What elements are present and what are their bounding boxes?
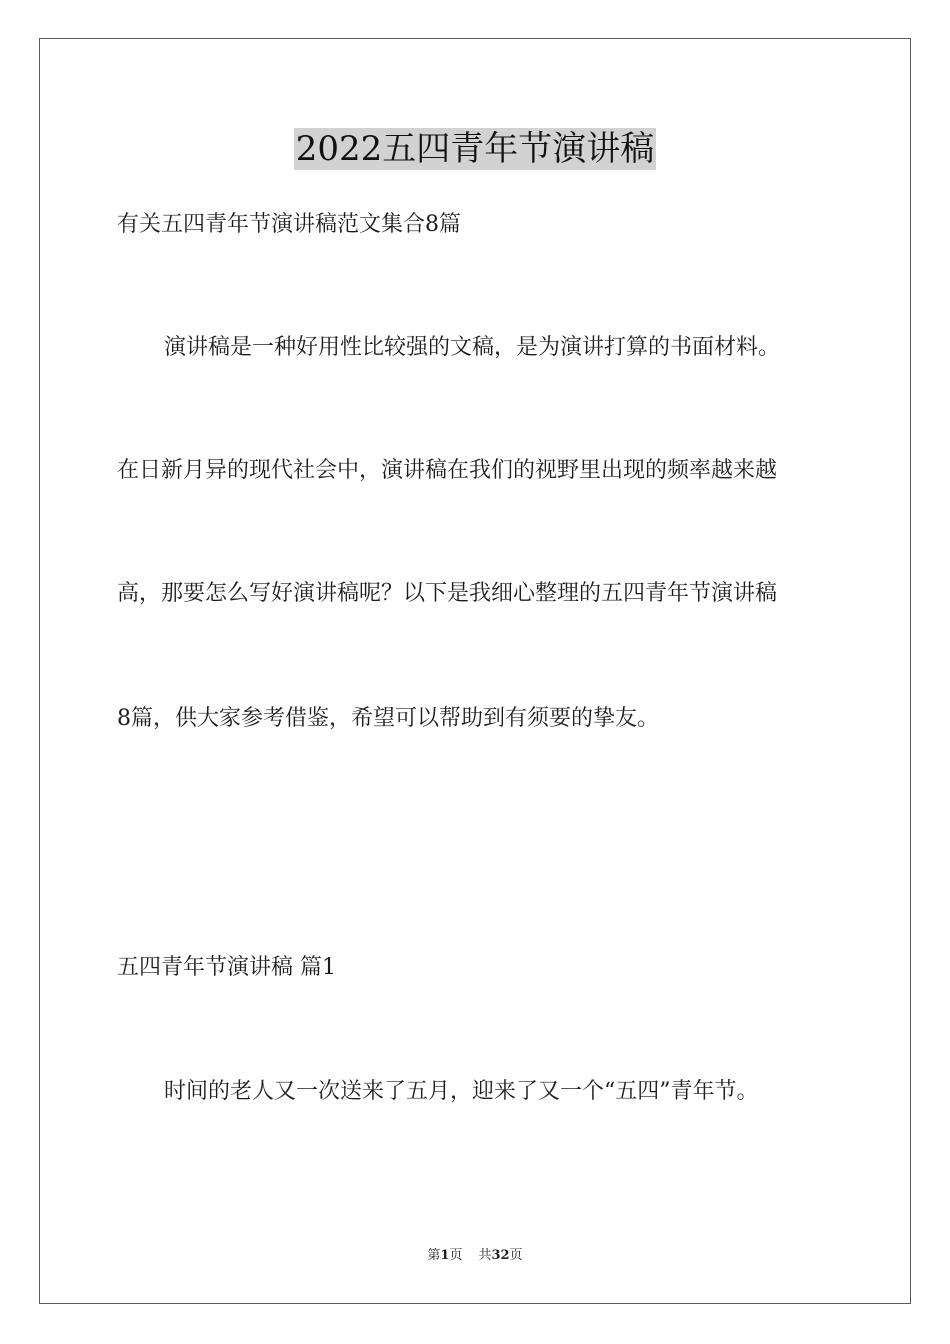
page-footer bbox=[0, 1247, 950, 1265]
total-pages: 32 bbox=[491, 1248, 510, 1263]
intro-line-4: 8篇，供大家参考借鉴，希望可以帮助到有须要的挚友。 bbox=[117, 706, 659, 731]
document-subtitle: 有关五四青年节演讲稿范文集合8篇 bbox=[117, 212, 461, 237]
section-first-line: 时间的老人又一次送来了五月，迎来了又一个“五四”青年节。 bbox=[164, 1079, 759, 1104]
page-prefix: 第 bbox=[427, 1248, 441, 1263]
page-suffix: 页 bbox=[449, 1248, 463, 1263]
document-title: 2022五四青年节演讲稿 bbox=[295, 129, 655, 169]
title-container bbox=[0, 128, 950, 170]
intro-line-1: 演讲稿是一种好用性比较强的文稿，是为演讲打算的书面材料。 bbox=[164, 335, 781, 360]
total-prefix: 共 bbox=[478, 1248, 492, 1263]
total-suffix: 页 bbox=[509, 1248, 523, 1263]
intro-line-3: 高，那要怎么写好演讲稿呢？以下是我细心整理的五四青年节演讲稿 bbox=[117, 581, 778, 606]
section-heading: 五四青年节演讲稿 篇1 bbox=[117, 955, 336, 980]
intro-line-2: 在日新月异的现代社会中，演讲稿在我们的视野里出现的频率越来越 bbox=[117, 458, 778, 483]
page-number: 1 bbox=[440, 1248, 450, 1263]
